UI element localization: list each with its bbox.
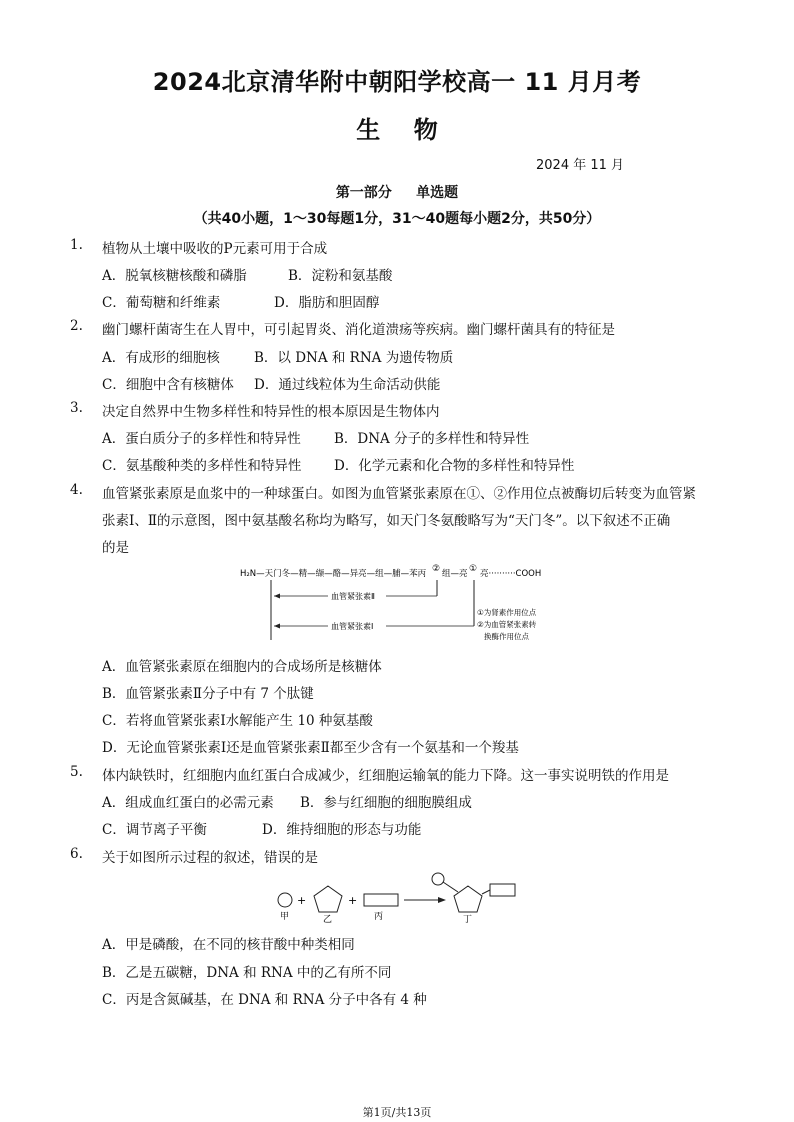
pentose-pentagon [314,886,342,912]
option: C．氨基酸种类的多样性和特异性 [102,458,302,474]
question-number: 6. [70,846,83,862]
peptide-chain: H₂N—天门冬—精—缬—酪—异亮—组—脯—苯丙 [240,569,427,579]
option: A．有成形的细胞核 [102,350,220,366]
question-stem: 体内缺铁时，红细胞内血红蛋白合成减少，红细胞运输氧的能力下降。这一事实说明铁的作用是 [102,768,669,784]
option: C．若将血管紧张素Ⅰ水解能产生 10 种氨基酸 [102,713,373,729]
site-1-mark: ① [469,564,478,574]
option: B．血管紧张素Ⅱ分子中有 7 个肽键 [102,686,314,702]
peptide-mid: 组—亮 [442,569,468,579]
question-number: 2. [70,318,83,334]
option: C．丙是含氮碱基，在 DNA 和 RNA 分子中各有 4 种 [102,992,427,1008]
option: A．脱氧核糖核酸和磷脂 [102,268,247,284]
legend-line-1: ①为肾素作用位点 [477,608,537,617]
option: D．通过线粒体为生命活动供能 [254,377,441,393]
question-stem: 血管紧张素原是血浆中的一种球蛋白。如图为血管紧张素原在①、②作用位点被酶切后转变为血管紧 [102,486,696,502]
label-jia: 甲 [280,912,290,922]
option: A．甲是磷酸，在不同的核苷酸中种类相同 [102,937,355,953]
question-number: 5. [70,764,83,780]
label-bing: 丙 [374,912,384,922]
question-stem: 决定自然界中生物多样性和特异性的根本原因是生物体内 [102,404,440,420]
legend-line-3: 换酶作用位点 [484,632,529,641]
option: B．淀粉和氨基酸 [288,268,393,284]
nucleotide-base [490,884,515,896]
nucleotide-diagram [272,868,522,924]
option: C．葡萄糖和纤维素 [102,295,221,311]
option: A．血管紧张素原在细胞内的合成场所是核糖体 [102,659,382,675]
legend-line-2: ②为血管紧张素转 [477,620,537,629]
question-stem: 的是 [102,540,129,556]
label-yi: 乙 [323,915,333,924]
page-footer: 第1页/共13页 [362,1106,432,1119]
subject-heading: 生 物 [356,116,438,144]
option: A．组成血红蛋白的必需元素 [102,795,274,811]
option: D．脂肪和胆固醇 [274,295,380,311]
question-number: 4. [70,482,83,498]
section-heading: 第一部分 单选题 [335,185,459,201]
question-stem: 植物从土壤中吸收的P元素可用于合成 [102,241,328,257]
section-note: （共40小题，1～30每题1分，31～40题每小题2分，共50分） [193,211,601,227]
option: D．无论血管紧张素Ⅰ还是血管紧张素Ⅱ都至少含有一个氨基和一个羧基 [102,740,519,756]
label-ding: 丁 [463,915,473,924]
option: B．以 DNA 和 RNA 为遗传物质 [254,350,454,366]
angiotensin-diagram [236,560,566,646]
nucleotide-sugar [454,886,482,912]
peptide-tail: 亮··········COOH [480,569,542,579]
base-rectangle [364,894,398,906]
nucleotide-phosphate [432,873,444,885]
question-number: 3. [70,400,83,416]
option: C．细胞中含有核糖体 [102,377,234,393]
option: D．化学元素和化合物的多样性和特异性 [334,458,575,474]
phosphate-circle [278,893,292,907]
option: B．参与红细胞的细胞膜组成 [300,795,472,811]
option: B．乙是五碳糖，DNA 和 RNA 中的乙有所不同 [102,965,392,981]
option: D．维持细胞的形态与功能 [262,822,422,838]
question-stem: 关于如图所示过程的叙述，错误的是 [102,850,318,866]
label-angiotensin-2: 血管紧张素Ⅱ [331,592,375,601]
plus-sign: + [348,894,358,907]
question-stem: 幽门螺杆菌寄生在人胃中，可引起胃炎、消化道溃疡等疾病。幽门螺杆菌具有的特征是 [102,322,615,338]
exam-title: 2024北京清华附中朝阳学校高一 11 月月考 [152,68,642,96]
exam-date: 2024 年 11 月 [536,158,625,173]
option: B．DNA 分子的多样性和特异性 [334,431,530,447]
option: A．蛋白质分子的多样性和特异性 [102,431,301,447]
site-2-mark: ② [432,564,441,574]
option: C．调节离子平衡 [102,822,207,838]
question-number: 1. [70,237,83,253]
label-angiotensin-1: 血管紧张素Ⅰ [331,622,374,631]
question-stem: 张素Ⅰ、Ⅱ的示意图，图中氨基酸名称均为略写，如天门冬氨酸略写为“天门冬”。以下叙述不正确 [102,513,671,529]
plus-sign: + [297,894,307,907]
